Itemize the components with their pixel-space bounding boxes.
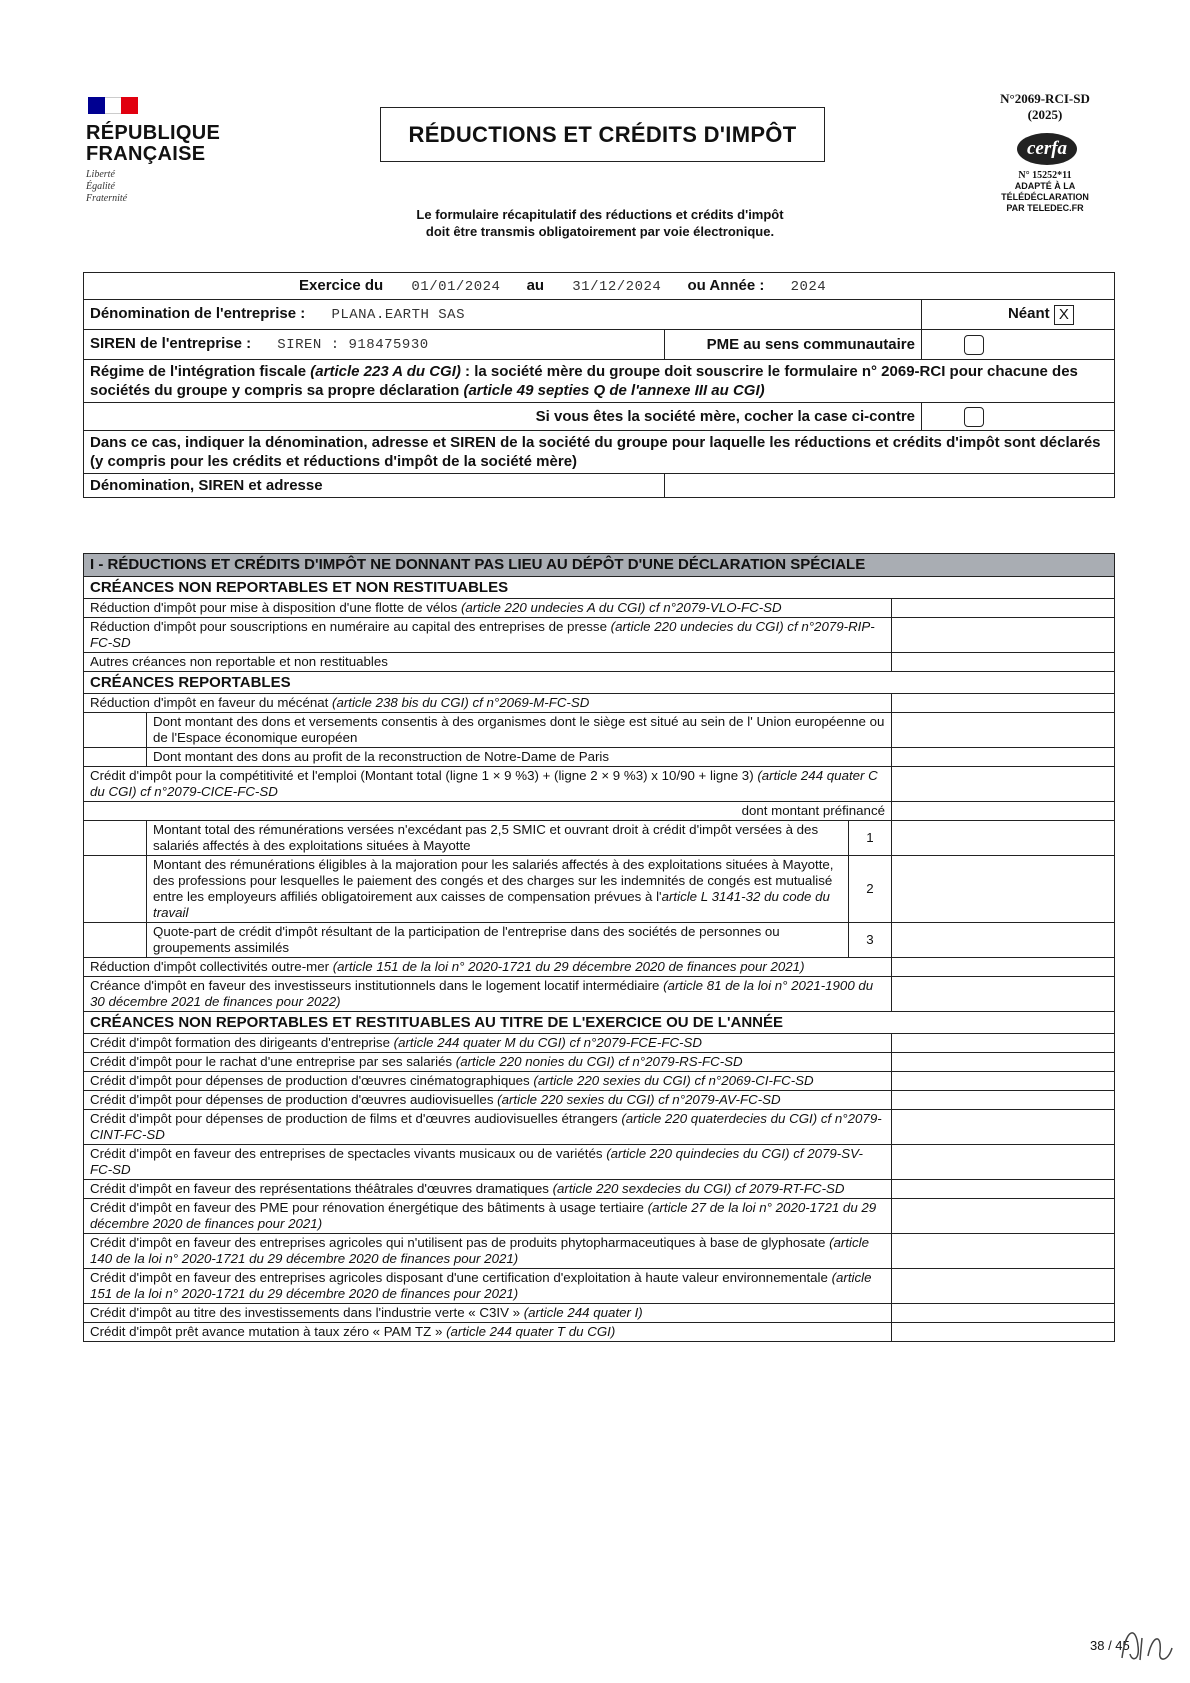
table-row: Crédit d'impôt en faveur des entreprises agricoles disposant d'une certification d'exploitation à haute valeur environnementale (article 151 de la loi n° 2020-1721 du 29 décembre 2020 de finances pour 2021) — [84, 1269, 1115, 1304]
section1-table — [83, 553, 1115, 1342]
amount-field[interactable] — [892, 856, 1115, 923]
line-number: 1 — [849, 821, 892, 856]
amount-field[interactable] — [892, 1199, 1115, 1234]
amount-field[interactable] — [892, 802, 1115, 821]
page-title: RÉDUCTIONS ET CRÉDITS D'IMPÔT — [380, 107, 825, 162]
denom-siren-field[interactable] — [665, 474, 1115, 498]
table-row: Réduction d'impôt collectivités outre-mer (article 151 de la loi n° 2020-1721 du 29 décembre 2020 de finances pour 2021) — [84, 958, 1115, 977]
section1-title: I - RÉDUCTIONS ET CRÉDITS D'IMPÔT NE DONNANT PAS LIEU AU DÉPÔT D'UNE DÉCLARATION SPÉCIALE — [84, 554, 1115, 577]
table-row: Réduction d'impôt pour souscriptions en numéraire au capital des entreprises de presse (article 220 undecies du CGI) cf n°2079-RIP-FC-SD — [84, 618, 1115, 653]
amount-field[interactable] — [892, 694, 1115, 713]
sub-header-reportables: CRÉANCES REPORTABLES — [84, 672, 1115, 694]
regime-text: Régime de l'intégration fiscale (article 223 A du CGI) : la société mère du groupe doit souscrire le formulaire n° 2069-RCI pour chacune des sociétés du groupe y compris sa propre déclaration (article 49 septies Q de l'annexe III au CGI) — [84, 360, 1115, 403]
denomination-row: Dénomination de l'entreprise : PLANA.EARTH SAS — [84, 300, 922, 330]
form-number: N°2069-RCI-SD (2025) — [1000, 91, 1090, 122]
amount-field[interactable] — [892, 1091, 1115, 1110]
sub-header-non-reportables: CRÉANCES NON REPORTABLES ET NON RESTITUABLES — [84, 577, 1115, 599]
amount-field[interactable] — [892, 599, 1115, 618]
table-row: Quote-part de crédit d'impôt résultant de la participation de l'entreprise dans des sociétés de personnes ou groupements assimilés 3 — [84, 923, 1115, 958]
amount-field[interactable] — [892, 748, 1115, 767]
amount-field[interactable] — [892, 923, 1115, 958]
sub-header-restituables: CRÉANCES NON REPORTABLES ET RESTITUABLES AU TITRE DE L'EXERCICE OU DE L'ANNÉE — [84, 1012, 1115, 1034]
amount-field[interactable] — [892, 1053, 1115, 1072]
cerfa-logo: cerfa — [1017, 133, 1077, 165]
amount-field[interactable] — [892, 1034, 1115, 1053]
cas-text: Dans ce cas, indiquer la dénomination, adresse et SIREN de la société du groupe pour laquelle les réductions et crédits d'impôt sont déclarés (y compris pour les crédits et réductions d'impôt de la société mère) — [84, 431, 1115, 474]
table-row: Réduction d'impôt en faveur du mécénat (article 238 bis du CGI) cf n°2069-M-FC-SD — [84, 694, 1115, 713]
handwritten-initials — [1118, 1618, 1178, 1678]
amount-field[interactable] — [892, 1304, 1115, 1323]
neant-cell: Néant X — [922, 300, 1115, 330]
amount-field[interactable] — [892, 958, 1115, 977]
line-number: 3 — [849, 923, 892, 958]
table-row: Crédit d'impôt en faveur des entreprises de spectacles vivants musicaux ou de variétés (article 220 quindecies du CGI) cf 2079-SV-FC-SD — [84, 1145, 1115, 1180]
amount-field[interactable] — [892, 1072, 1115, 1091]
neant-checkbox[interactable]: X — [1054, 305, 1074, 325]
marianne-flag-logo — [88, 97, 138, 114]
table-row: Réduction d'impôt pour mise à disposition d'une flotte de vélos (article 220 undecies A du CGI) cf n°2079-VLO-FC-SD — [84, 599, 1115, 618]
amount-field[interactable] — [892, 1323, 1115, 1342]
amount-field[interactable] — [892, 1145, 1115, 1180]
siren-field[interactable]: SIREN : 918475930 — [277, 337, 429, 353]
table-row: Dont montant des dons et versements consentis à des organismes dont le siège est situé au sein de l' Union européenne ou de l'Espace économique européen — [84, 713, 1115, 748]
amount-field[interactable] — [892, 1234, 1115, 1269]
amount-field[interactable] — [892, 618, 1115, 653]
amount-field[interactable] — [892, 977, 1115, 1012]
table-row: Montant total des rémunérations versées n'excédant pas 2,5 SMIC et ouvrant droit à crédit d'impôt versées à des salariés affectés à des exploitations situées à Mayotte 1 — [84, 821, 1115, 856]
mere-checkbox[interactable] — [964, 407, 984, 427]
table-row: Crédit d'impôt en faveur des PME pour rénovation énergétique des bâtiments à usage tertiaire (article 27 de la loi n° 2020-1721 du 29 décembre 2020 de finances pour 2021) — [84, 1199, 1115, 1234]
mere-cell — [922, 403, 1115, 431]
table-row: Crédit d'impôt pour dépenses de production de films et d'œuvres audiovisuelles étrangers (article 220 quaterdecies du CGI) cf n°2079-CINT-FC-SD — [84, 1110, 1115, 1145]
amount-field[interactable] — [892, 653, 1115, 672]
mere-label: Si vous êtes la société mère, cocher la case ci-contre — [84, 403, 922, 431]
line-number: 2 — [849, 856, 892, 923]
intro-text: Le formulaire récapitulatif des réductions et crédits d'impôt doit être transmis obligatoirement par voie électronique. — [416, 207, 784, 239]
date-from-field[interactable]: 01/01/2024 — [411, 278, 501, 295]
table-row: Crédit d'impôt en faveur des entreprises agricoles qui n'utilisent pas de produits phytopharmaceutiques à base de glyphosate (article 140 de la loi n° 2020-1721 du 29 décembre 2020 de finances pour 2021) — [84, 1234, 1115, 1269]
motto: Liberté Égalité Fraternité — [86, 169, 128, 204]
amount-field[interactable] — [892, 1269, 1115, 1304]
amount-field[interactable] — [892, 713, 1115, 748]
table-row: Crédit d'impôt pour dépenses de production d'œuvres audiovisuelles (article 220 sexies du CGI) cf n°2079-AV-FC-SD — [84, 1091, 1115, 1110]
table-row: Crédit d'impôt au titre des investissements dans l'industrie verte « C3IV » (article 244 quater I) — [84, 1304, 1115, 1323]
denomination-field[interactable]: PLANA.EARTH SAS — [331, 307, 465, 323]
siren-row: SIREN de l'entreprise : SIREN : 918475930 — [84, 330, 665, 360]
table-row: Crédit d'impôt pour la compétitivité et l'emploi (Montant total (ligne 1 × 9 %3) + (ligne 2 × 9 %3) x 10/90 + ligne 3) (article 244 quater C du CGI) cf n°2079-CICE-FC-SD — [84, 767, 1115, 802]
table-row: Montant des rémunérations éligibles à la majoration pour les salariés affectés à des exploitations situées à Mayotte, des professions pour lesquelles le paiement des congés et des charges sur les indemnités de congés est mutualisé entre les employeurs affiliés obligatoirement aux caisses de compensation prévues à l'article L 3141-32 du code du travail 2 — [84, 856, 1115, 923]
table-row: Crédit d'impôt pour le rachat d'une entreprise par ses salariés (article 220 nonies du CGI) cf n°2079-RS-FC-SD — [84, 1053, 1115, 1072]
annee-field[interactable]: 2024 — [790, 278, 827, 295]
denom-siren-label: Dénomination, SIREN et adresse — [84, 474, 665, 498]
flag-blue — [88, 97, 105, 114]
flag-red — [121, 97, 138, 114]
table-row: Crédit d'impôt prêt avance mutation à taux zéro « PAM TZ » (article 244 quater T du CGI) — [84, 1323, 1115, 1342]
date-to-field[interactable]: 31/12/2024 — [572, 278, 662, 295]
table-row: dont montant préfinancé — [84, 802, 1115, 821]
table-row: Autres créances non reportable et non restituables — [84, 653, 1115, 672]
page-number: 38 / 45 — [1090, 1638, 1130, 1653]
pme-label: PME au sens communautaire — [665, 330, 922, 360]
table-row: Dont montant des dons au profit de la reconstruction de Notre-Dame de Paris — [84, 748, 1115, 767]
pme-cell — [922, 330, 1115, 360]
cerfa-number: N° 15252*11 ADAPTÉ À LA TÉLÉDÉCLARATION PAR TELEDEC.FR — [1001, 170, 1089, 213]
table-row: Crédit d'impôt formation des dirigeants d'entreprise (article 244 quater M du CGI) cf n°2079-FCE-FC-SD — [84, 1034, 1115, 1053]
amount-field[interactable] — [892, 821, 1115, 856]
identification-table — [83, 272, 1115, 498]
pme-checkbox[interactable] — [964, 335, 984, 355]
table-row: Crédit d'impôt pour dépenses de production d'œuvres cinématographiques (article 220 sexies du CGI) cf n°2069-CI-FC-SD — [84, 1072, 1115, 1091]
republique-francaise: RÉPUBLIQUE FRANÇAISE — [86, 122, 221, 165]
table-row: Crédit d'impôt en faveur des représentations théâtrales d'œuvres dramatiques (article 220 sexdecies du CGI) cf 2079-RT-FC-SD — [84, 1180, 1115, 1199]
amount-field[interactable] — [892, 1110, 1115, 1145]
exercice-row: Exercice du 01/01/2024 au 31/12/2024 ou Année : 2024 — [84, 273, 1115, 300]
flag-white — [105, 97, 122, 114]
amount-field[interactable] — [892, 1180, 1115, 1199]
signature-scribble — [1118, 1618, 1178, 1668]
amount-field[interactable] — [892, 767, 1115, 802]
table-row: Créance d'impôt en faveur des investisseurs institutionnels dans le logement locatif intermédiaire (article 81 de la loi n° 2021-1900 du 30 décembre 2021 de finances pour 2022) — [84, 977, 1115, 1012]
